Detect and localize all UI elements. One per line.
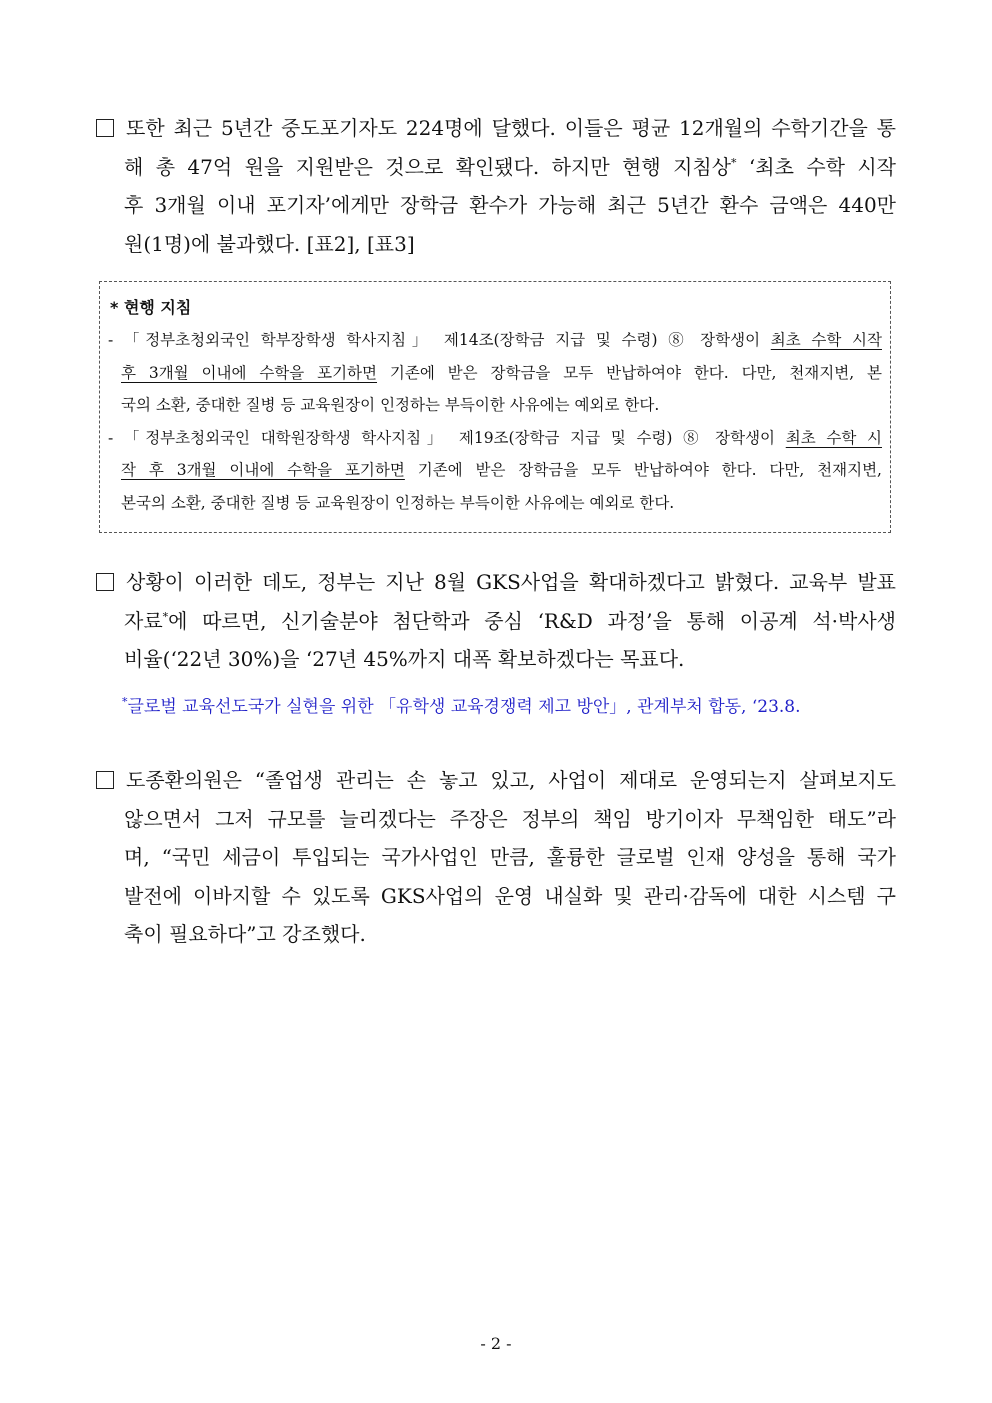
paragraph-3-text-5: 축이 필요하다”고 강조했다.: [124, 922, 366, 946]
paragraph-1-text-2b: ‘최초 수학 시작: [736, 154, 896, 179]
paragraph-1-line-3: [96, 186, 896, 225]
note-item-2-prefix: - 「정부초청외국인 대학원장학생 학사지침」 제19조(장학금 지급 및 수령) ⑧ 장학생이: [108, 428, 786, 447]
note-item-1-line-3: [108, 389, 882, 422]
checkbox-bullet-icon: [96, 119, 114, 137]
paragraph-3-text-2: 않으면서 그저 규모를 늘리겠다는 주장은 정부의 책임 방기이자 무책임한 태도”라: [124, 806, 896, 831]
footnote: [122, 692, 801, 717]
checkbox-bullet-icon: [96, 573, 114, 591]
footnote-text: 글로벌 교육선도국가 실현을 위한 「유학생 교육경쟁력 제고 방안」, 관계부처 합동, ‘23.8.: [127, 697, 801, 717]
paragraph-2: [96, 563, 896, 679]
paragraph-1: [96, 109, 896, 263]
note-item-1-text-1: [108, 324, 882, 357]
note-item-1-text-3: 국의 소환, 중대한 질병 등 교육원장이 인정하는 부득이한 사유에는 예외로 한다.: [121, 396, 660, 414]
paragraph-2-text-2a: 자료: [124, 608, 163, 633]
paragraph-1-text-2a: 해 총 47억 원을 지원받은 것으로 확인됐다. 하지만 현행 지침상: [124, 154, 732, 179]
paragraph-1-text-2: [124, 148, 896, 187]
paragraph-2-line-2: [96, 602, 896, 641]
note-item-2-line-1: [108, 422, 882, 455]
note-item-2-rest: 기존에 받은 장학금을 모두 반납하여야 한다. 다만, 천재지변,: [404, 461, 882, 479]
checkbox-bullet-icon: [96, 771, 114, 789]
paragraph-3-line-3: [96, 838, 896, 877]
note-item-2-line-3: [108, 487, 882, 520]
guideline-note-box: [99, 281, 891, 533]
footnote-marker: *: [122, 695, 128, 709]
paragraph-1-text-4: 원(1명)에 불과했다. [표2], [표3]: [124, 231, 415, 256]
paragraph-3-line-2: [96, 800, 896, 839]
paragraph-3-text-3: 며, “국민 세금이 투입되는 국가사업인 만큼, 훌륭한 글로벌 인재 양성을 통해 국가: [124, 845, 896, 869]
paragraph-3-line-4: [96, 877, 896, 916]
paragraph-3-line-1: [96, 761, 896, 800]
footnote-marker: *: [731, 155, 737, 169]
note-item-1-underline-2: 후 3개월 이내에 수학을 포기하면: [121, 363, 378, 382]
paragraph-1-line-4: [96, 225, 896, 264]
paragraph-2-text-2: [124, 602, 896, 641]
paragraph-1-line-2: [96, 148, 896, 187]
note-item-2-underline-1: 최초 수학 시: [785, 428, 882, 447]
paragraph-2-line-1: [96, 563, 896, 602]
page-number: - 2 -: [480, 1334, 512, 1353]
paragraph-2-text-2b: 에 따르면, 신기술분야 첨단학과 중심 ‘R&D 과정’을 통해 이공계 석·박사생: [168, 608, 896, 633]
note-item-1-line-2: [108, 357, 882, 390]
note-item-2-line-2: [108, 454, 882, 487]
paragraph-2-text-1: 상황이 이러한 데도, 정부는 지난 8월 GKS사업을 확대하겠다고 밝혔다. 교육부 발표: [126, 570, 896, 594]
paragraph-1-text-3: 후 3개월 이내 포기자’에게만 장학금 환수가 가능해 최근 5년간 환수 금액은 440만: [124, 193, 896, 217]
note-item-1-text-2: [121, 357, 882, 390]
note-item-2-underline-2: 작 후 3개월 이내에 수학을 포기하면: [121, 461, 405, 479]
note-item-1-line-1: [108, 324, 882, 357]
note-item-1-underline-1: 최초 수학 시작: [770, 331, 882, 349]
note-item-1-rest: 기존에 받은 장학금을 모두 반납하여야 한다. 다만, 천재지변, 본: [377, 363, 882, 382]
note-item-1-prefix: - 「정부초청외국인 학부장학생 학사지침」 제14조(장학금 지급 및 수령) ⑧ 장학생이: [108, 331, 771, 349]
note-item-2-text-2: [121, 454, 882, 487]
paragraph-1-line-1: [96, 109, 896, 148]
note-item-2-text-3: 본국의 소환, 중대한 질병 등 교육원장이 인정하는 부득이한 사유에는 예외로 한다.: [121, 493, 675, 512]
paragraph-3-text-1: 도종환의원은 “졸업생 관리는 손 놓고 있고, 사업이 제대로 운영되는지 살펴보지도: [126, 768, 896, 792]
paragraph-3-line-5: [96, 915, 896, 954]
note-title: * 현행 지침: [110, 298, 192, 317]
paragraph-1-text-1: 또한 최근 5년간 중도포기자도 224명에 달했다. 이들은 평균 12개월의 수학기간을 통: [126, 116, 896, 140]
paragraph-2-line-3: [96, 640, 896, 679]
paragraph-3-text-4: 발전에 이바지할 수 있도록 GKS사업의 운영 내실화 및 관리·감독에 대한 시스템 구: [124, 883, 896, 908]
note-item-2-text-1: [108, 422, 882, 455]
footnote-marker: *: [162, 609, 169, 623]
paragraph-2-text-3: 비율(‘22년 30%)을 ‘27년 45%까지 대폭 확보하겠다는 목표다.: [124, 647, 685, 671]
paragraph-3: [96, 761, 896, 954]
